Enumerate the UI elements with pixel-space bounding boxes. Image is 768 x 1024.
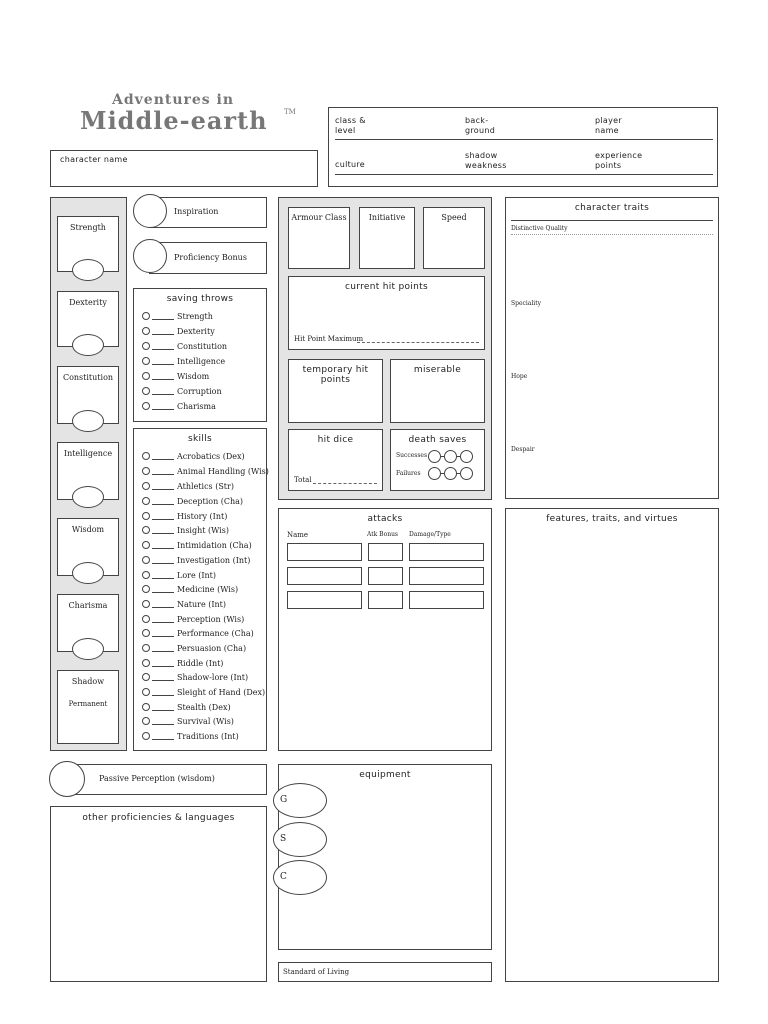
skill-row[interactable]: Traditions (Int) (142, 729, 239, 743)
armour-class-box[interactable] (288, 207, 350, 269)
character-name-label: character name (60, 155, 128, 164)
death-save-failure-circle[interactable] (460, 467, 473, 480)
attack-damage-input[interactable] (409, 591, 484, 609)
skill-row[interactable]: Acrobatics (Dex) (142, 449, 245, 463)
attacks-panel (278, 508, 492, 751)
death-saves-successes-label: Successes (396, 452, 428, 459)
skill-row[interactable]: Persuasion (Cha) (142, 641, 246, 655)
logo-line1: Adventures in (112, 92, 235, 108)
saving-throws-panel (133, 288, 267, 422)
passive-perception-label: Passive Perception (wisdom) (99, 774, 215, 783)
standard-of-living-field[interactable] (278, 962, 492, 982)
trait-hope-label[interactable]: Hope (511, 373, 528, 380)
death-saves-box (390, 429, 485, 491)
attack-bonus-input[interactable] (368, 567, 403, 585)
coin-copper-label: C (280, 872, 287, 882)
death-save-failure-circle[interactable] (444, 467, 457, 480)
attack-bonus-input[interactable] (368, 591, 403, 609)
logo-line2: Middle-earth (80, 106, 268, 135)
temporary-hit-points-label: temporary hit points (302, 365, 369, 385)
armour-class-label: Armour Class (291, 213, 347, 222)
temporary-hit-points-box[interactable] (288, 359, 383, 423)
death-save-failure-circle[interactable] (428, 467, 441, 480)
experience-points-label: experience points (595, 151, 643, 170)
ability-shadow[interactable]: Shadow Permanent (57, 670, 119, 744)
skill-row[interactable]: Perception (Wis) (142, 612, 244, 626)
ability-wisdom-modifier[interactable] (72, 562, 104, 584)
saving-throw-row[interactable]: Constitution (142, 339, 227, 353)
saving-throw-row[interactable]: Charisma (142, 399, 216, 413)
standard-of-living-label: Standard of Living (283, 968, 350, 976)
ability-intelligence[interactable]: Intelligence (57, 442, 119, 500)
shadow-permanent-label: Permanent (68, 700, 108, 708)
saving-throw-row[interactable]: Intelligence (142, 354, 225, 368)
coin-silver-field[interactable] (273, 822, 327, 857)
ability-charisma-modifier[interactable] (72, 638, 104, 660)
death-saves-label: death saves (408, 435, 467, 445)
initiative-box[interactable] (359, 207, 415, 269)
skill-row[interactable]: Insight (Wis) (142, 523, 229, 537)
player-name-label: player name (595, 116, 622, 135)
ability-constitution-modifier[interactable] (72, 410, 104, 432)
skills-panel (133, 428, 267, 751)
ability-wisdom[interactable]: Wisdom (57, 518, 119, 576)
skill-row[interactable]: Animal Handling (Wis) (142, 464, 269, 478)
features-panel[interactable] (505, 508, 719, 982)
attacks-title: attacks (367, 514, 403, 524)
character-name-field[interactable] (50, 150, 318, 187)
skill-row[interactable]: Lore (Int) (142, 568, 216, 582)
equipment-title: equipment (359, 770, 411, 780)
skill-row[interactable]: Nature (Int) (142, 597, 226, 611)
ability-dexterity-modifier[interactable] (72, 334, 104, 356)
proficiency-bonus-circle[interactable] (133, 239, 167, 273)
saving-throw-row[interactable]: Strength (142, 309, 213, 323)
attacks-name-header: Name (287, 531, 309, 539)
speed-box[interactable] (423, 207, 485, 269)
combat-panel (278, 197, 492, 500)
ability-strength-modifier[interactable] (72, 259, 104, 281)
saving-throws-title: saving throws (166, 294, 234, 304)
shadow-weakness-label: shadow weakness (465, 151, 507, 170)
skill-row[interactable]: Investigation (Int) (142, 553, 250, 567)
saving-throw-row[interactable]: Corruption (142, 384, 222, 398)
hit-dice-total-label: Total (294, 476, 312, 484)
trait-distinctive-quality-label[interactable]: Distinctive Quality (511, 225, 568, 232)
ability-strength[interactable]: Strength (57, 216, 119, 272)
skill-row[interactable]: Survival (Wis) (142, 714, 234, 728)
hit-point-maximum-line (357, 342, 479, 343)
skill-row[interactable]: Sleight of Hand (Dex) (142, 685, 265, 699)
death-save-success-circle[interactable] (460, 450, 473, 463)
current-hit-points-label: current hit points (345, 282, 428, 292)
coin-gold-label: G (280, 795, 288, 805)
initiative-label: Initiative (368, 213, 406, 222)
death-save-success-circle[interactable] (444, 450, 457, 463)
skill-row[interactable]: Athletics (Str) (142, 479, 234, 493)
hit-dice-total-line (313, 483, 377, 484)
ability-scores-panel (50, 197, 127, 751)
trait-speciality-label[interactable]: Speciality (511, 300, 541, 307)
attack-damage-input[interactable] (409, 567, 484, 585)
attack-name-input[interactable] (287, 567, 362, 585)
death-save-success-circle[interactable] (428, 450, 441, 463)
ability-intelligence-modifier[interactable] (72, 486, 104, 508)
header-divider-1 (335, 139, 713, 140)
attack-damage-input[interactable] (409, 543, 484, 561)
miserable-box[interactable] (390, 359, 485, 423)
saving-throw-row[interactable]: Wisdom (142, 369, 209, 383)
logo-trademark: TM (284, 108, 296, 116)
skill-row[interactable]: Deception (Cha) (142, 494, 243, 508)
proficiency-bonus-label: Proficiency Bonus (174, 253, 247, 262)
distinctive-quality-line (511, 234, 713, 235)
hit-dice-box[interactable] (288, 429, 383, 491)
current-hit-points-box[interactable] (288, 276, 485, 350)
speed-label: Speed (441, 213, 467, 222)
passive-perception-circle[interactable] (49, 761, 85, 797)
trait-despair-label[interactable]: Despair (511, 446, 535, 453)
other-proficiencies-panel[interactable] (50, 806, 267, 982)
class-level-label: class & level (335, 116, 366, 135)
other-proficiencies-title: other proficiencies & languages (82, 813, 235, 823)
skill-row[interactable]: Shadow-lore (Int) (142, 670, 248, 684)
background-label: back- ground (465, 116, 496, 135)
ability-charisma[interactable]: Charisma (57, 594, 119, 652)
inspiration-circle[interactable] (133, 194, 167, 228)
hit-point-maximum-label: Hit Point Maximum (294, 335, 364, 343)
coin-gold-field[interactable] (273, 783, 327, 818)
attacks-damage-header: Damage/Type (409, 531, 451, 538)
skill-row[interactable]: Performance (Cha) (142, 626, 254, 640)
saving-throw-row[interactable]: Dexterity (142, 324, 215, 338)
attack-name-input[interactable] (287, 543, 362, 561)
skill-row[interactable]: History (Int) (142, 509, 227, 523)
game-logo (80, 92, 300, 142)
death-saves-failures-label: Failures (396, 470, 421, 477)
header-divider-2 (335, 174, 713, 175)
character-traits-panel (505, 197, 719, 499)
attack-bonus-input[interactable] (368, 543, 403, 561)
skill-row[interactable]: Medicine (Wis) (142, 582, 238, 596)
attack-name-input[interactable] (287, 591, 362, 609)
culture-label: culture (335, 160, 366, 169)
header-info-box (328, 107, 718, 187)
inspiration-label: Inspiration (174, 207, 219, 216)
coin-copper-field[interactable] (273, 860, 327, 895)
attacks-atk-bonus-header: Atk Bonus (367, 531, 399, 538)
passive-perception-field (66, 764, 267, 795)
skill-row[interactable]: Stealth (Dex) (142, 700, 231, 714)
miserable-label: miserable (413, 365, 462, 375)
hit-dice-label: hit dice (317, 435, 354, 445)
coin-silver-label: S (280, 834, 287, 844)
ability-dexterity[interactable]: Dexterity (57, 291, 119, 347)
skill-row[interactable]: Riddle (Int) (142, 656, 223, 670)
skills-title: skills (188, 434, 212, 444)
traits-divider (511, 220, 713, 221)
skill-row[interactable]: Intimidation (Cha) (142, 538, 252, 552)
character-traits-title: character traits (574, 203, 650, 213)
ability-constitution[interactable]: Constitution (57, 366, 119, 424)
features-title: features, traits, and virtues (546, 514, 678, 524)
